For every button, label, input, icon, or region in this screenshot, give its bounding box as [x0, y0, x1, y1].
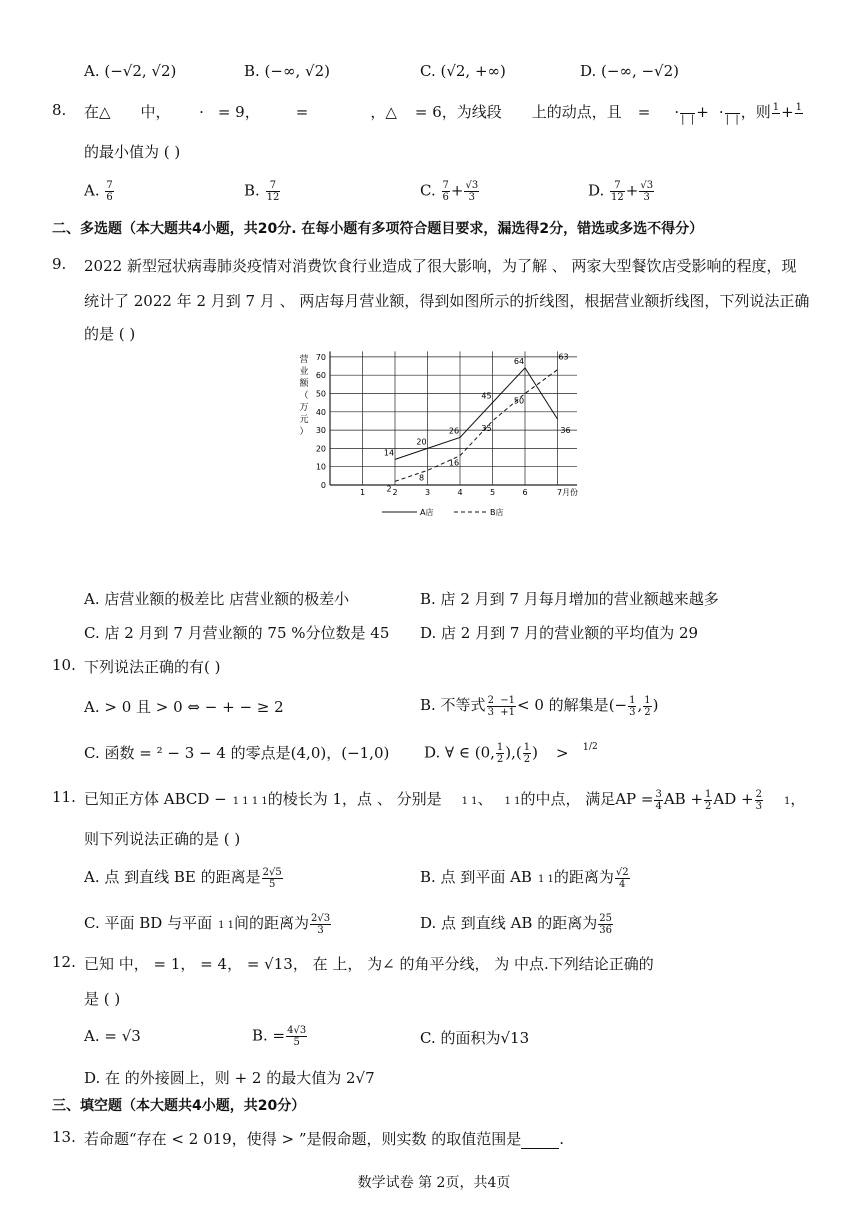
- y-axis-label-char: 额: [299, 379, 309, 389]
- q9-option-d: D. 店 2 月到 7 月的营业额的平均值为 29: [420, 624, 699, 642]
- y-tick-label: 0: [320, 481, 326, 490]
- q12-stem-line2: 是 ( ): [84, 990, 121, 1008]
- data-label: 26: [448, 426, 460, 436]
- q9-stem-line1: 2022 新型冠状病毒肺炎疫情对消费饮食行业造成了很大影响，为了解 、 两家大型餐饮店受影响的程度，现: [84, 257, 797, 275]
- q10-option-c: C. 函数 = ² − 3 − 4 的零点是(4,0)，(−1,0): [84, 744, 390, 762]
- y-tick-label: 60: [315, 371, 326, 381]
- y-tick-label: 30: [315, 426, 326, 436]
- q8-stem-line2: 的最小值为 ( ): [84, 143, 181, 161]
- section-title-fill-in: 三、填空题（本大题共4小题，共20分）: [52, 1098, 306, 1114]
- y-axis-label-char: 营: [299, 355, 309, 365]
- x-tick-label: 2: [392, 488, 398, 497]
- section-title-multiple-choice: 二、多选题（本大题共4小题，共20分. 在每小题有多项符合题目要求，漏选得2分，错选或多选不得分）: [52, 221, 704, 237]
- q10-option-b: B. 不等式 $\frac{2 -1}{3 +1}$ < 0 的解集是(− $\frac{1}{3}$ , $\frac{1}{2}$ ): [420, 694, 659, 718]
- x-tick-label: 4: [457, 488, 463, 497]
- y-axis-label-char: （: [299, 391, 309, 401]
- q12-option-b: B. = $\frac{4√3}{5}$: [252, 1025, 307, 1048]
- q8-option-b: B. $\frac{7}{12}$: [244, 180, 280, 203]
- data-label: 45: [481, 391, 492, 401]
- data-label: 14: [383, 448, 395, 458]
- data-label: 50: [513, 396, 525, 406]
- q7-option-c: C. (√2, +∞): [420, 62, 506, 80]
- q13-stem: 若命题“存在 < 2 019，使得 > ”是假命题，则实数 的取值范围是 .: [84, 1130, 565, 1148]
- q12-option-c: C. 的面积为√13: [420, 1029, 530, 1047]
- y-tick-label: 20: [315, 444, 326, 454]
- q12-stem-line1: 已知 中， = 1， = 4， = √13， 在 上， 为∠ 的角平分线， 为 中点.下列结论正确的: [84, 955, 654, 973]
- q7-option-b: B. (−∞, √2): [244, 62, 330, 80]
- x-tick-label: 7月份: [556, 488, 579, 497]
- y-tick-label: 40: [315, 407, 326, 417]
- q12-option-d: D. 在 的外接圆上，则 + 2 的最大值为 2√7: [84, 1069, 375, 1087]
- q9-stem-line3: 的是 ( ): [84, 325, 136, 343]
- q8-option-a: A. $\frac{7}{6}$: [84, 180, 113, 203]
- x-tick-label: 6: [522, 488, 528, 497]
- q7-option-a: A. (−√2, √2): [84, 62, 177, 80]
- data-label: 8: [418, 473, 425, 483]
- x-tick-label: 5: [489, 488, 496, 497]
- q9-option-a: A. 店营业额的极差比 店营业额的极差小: [84, 590, 350, 608]
- data-label: 36: [560, 426, 571, 436]
- y-axis-label-char: 元: [299, 415, 309, 425]
- y-tick-label: 50: [315, 389, 326, 399]
- q8-option-c: C. $\frac{7}{6}$ + $\frac{√3}{3}$: [420, 180, 479, 203]
- q7-option-d: D. (−∞, −√2): [580, 62, 680, 80]
- q11-option-b: B. 点 到平面 AB 1 1的距离为 $\frac{√2}{4}$: [420, 866, 629, 890]
- q8-number: 8.: [52, 101, 67, 119]
- data-label: 16: [448, 458, 460, 468]
- data-label: 63: [558, 352, 569, 362]
- data-label: 20: [416, 437, 427, 447]
- q9-stem-line2: 统计了 2022 年 2 月到 7 月 、 两店每月营业额，得到如图所示的折线图，根据营业额折线图，下列说法正确: [84, 292, 810, 310]
- series-line-b: [395, 370, 558, 482]
- y-axis-label-char: 万: [299, 403, 309, 413]
- y-tick-label: 10: [315, 462, 326, 472]
- y-axis-label-char: ）: [299, 427, 309, 437]
- q13-answer-blank[interactable]: [521, 1134, 559, 1149]
- y-tick-label: 70: [315, 352, 326, 362]
- q11-stem-line2: 则下列说法正确的是 ( ): [84, 830, 241, 848]
- data-label: 35: [481, 423, 492, 433]
- legend-label-b: B店: [490, 508, 504, 517]
- q11-stem-line1: 已知正方体 ABCD − 1 1 1 1的棱长为 1，点 、 分别是 1 1、 1 1的中点， 满足AP = $\frac{3}{4}$ AB + $\frac{1}{2}$ AD + $\frac{2}{3}$ 1，: [84, 788, 806, 812]
- q12-number: 12.: [52, 953, 76, 971]
- revenue-line-chart: [292, 348, 582, 523]
- data-label: 2: [386, 484, 392, 494]
- q11-number: 11.: [52, 788, 76, 806]
- q10-option-d: D. ∀ ∈ (0, $\frac{1}{2}$ ),( $\frac{1}{2}$ ) > $^{1/2}$: [424, 742, 598, 765]
- data-label: 64: [513, 356, 525, 366]
- q12-option-a: A. = √3: [84, 1027, 141, 1045]
- q13-number: 13.: [52, 1128, 76, 1146]
- q8-option-d: D. $\frac{7}{12}$ + $\frac{√3}{3}$: [588, 180, 654, 203]
- q10-number: 10.: [52, 656, 76, 674]
- page-footer: 数学试卷 第 2页，共4页: [357, 1175, 511, 1191]
- q9-number: 9.: [52, 255, 67, 273]
- q8-stem-line1: 在△ 中， · = 9， = ，△ = 6，为线段 上的动点，且 = · | | + · | | ，则 1 + 1: [84, 101, 803, 125]
- q11-option-d: D. 点 到直线 AB 的距离为 $\frac{25}{36}$: [420, 912, 612, 936]
- q11-option-a: A. 点 到直线 BE 的距离是 $\frac{2√5}{5}$: [84, 866, 282, 890]
- y-axis-label-char: 业: [299, 367, 309, 377]
- legend-label-a: A店: [420, 508, 434, 517]
- q10-option-a: A. > 0 且 > 0 ⇔ − + − ≥ 2: [84, 698, 284, 716]
- q11-option-c: C. 平面 BD 与平面 1 1间的距离为 $\frac{2√3}{3}$: [84, 912, 331, 936]
- q10-stem: 下列说法正确的有( ): [84, 658, 221, 676]
- x-tick-label: 1: [359, 488, 366, 497]
- x-tick-label: 3: [424, 488, 431, 497]
- q9-option-c: C. 店 2 月到 7 月营业额的 75 %分位数是 45: [84, 624, 390, 642]
- q9-option-b: B. 店 2 月到 7 月每月增加的营业额越来越多: [420, 590, 719, 608]
